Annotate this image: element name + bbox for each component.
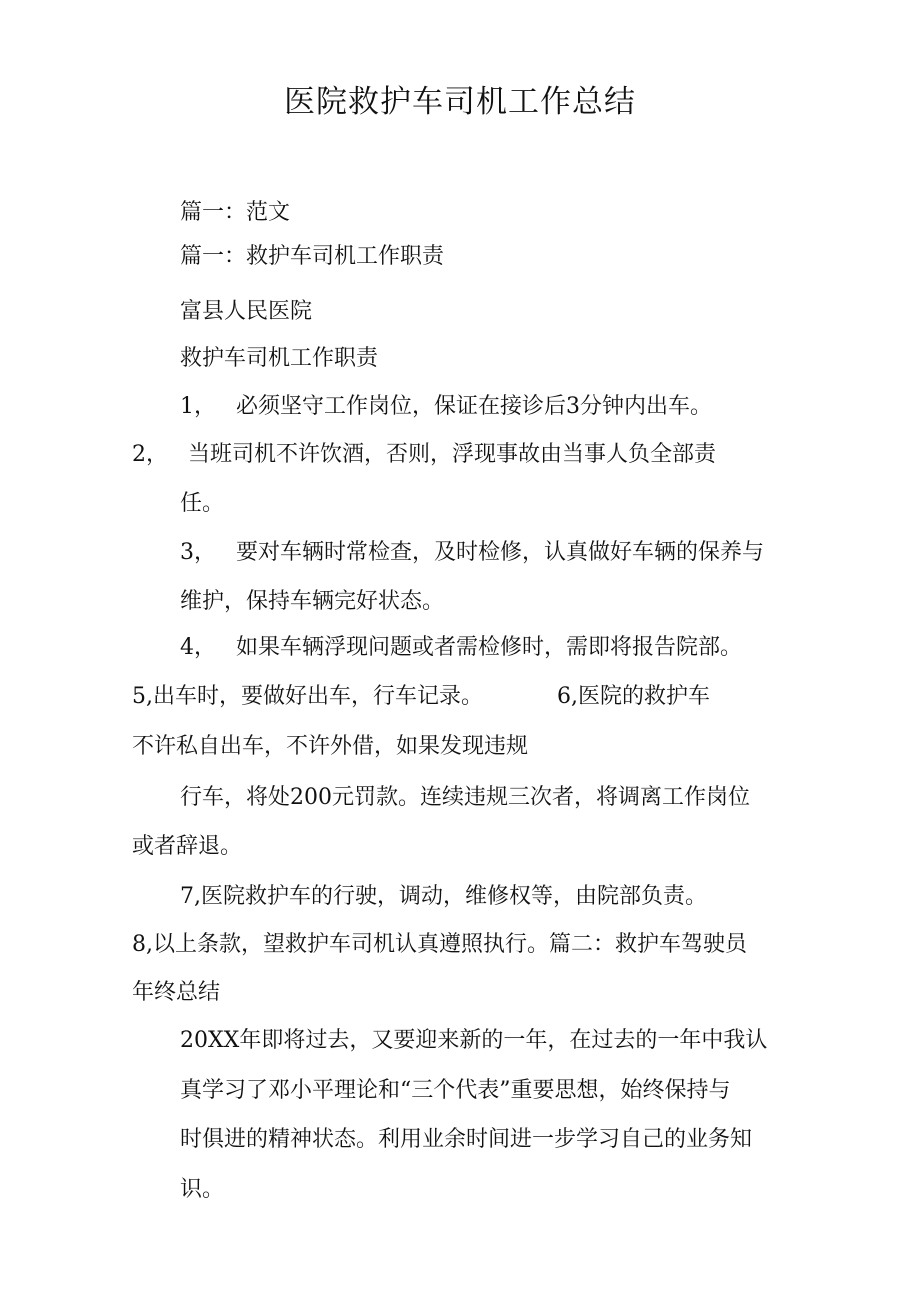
duty-item-4 [180,632,742,664]
text-line: 任。 [180,491,225,516]
summary-paragraph: 识。 [180,1177,225,1202]
duty-item-3 [180,537,764,569]
duty-item-2 [132,439,716,471]
item-text: 6,医院的救护车 [557,684,710,709]
duty-item-7: 7,医院救护车的行驶，调动，维修权等，由院部负责。 [180,884,707,909]
summary-paragraph: 真学习了邓小平理论和“三个代表”重要思想，始终保持与 [180,1078,731,1103]
text-line: 维护，保持车辆完好状态。 [180,589,445,614]
item-text: 如果车辆浮现问题或者需检修时，需即将报告院部。 [236,635,743,660]
text-line: 或者辞退。 [132,834,243,859]
duty-item-1 [180,391,712,423]
item-number: 4， [180,635,216,660]
item-number: 3， [180,540,216,565]
duty-item-8: 8,以上条款，望救护车司机认真遵照执行。篇二：救护车驾驶员 [132,932,747,957]
item-text: 必须坚守工作岗位，保证在接诊后3分钟内出车。 [236,394,712,419]
section-heading: 篇一：救护车司机工作职责 [180,244,445,269]
section-heading: 年终总结 [132,980,221,1005]
item-text: 当班司机不许饮酒，否则，浮现事故由当事人负全部责 [188,442,717,467]
page-title: 医院救护车司机工作总结 [284,84,636,120]
item-number: 2， [132,442,168,467]
item-text: 5,出车时，要做好出车，行车记录。 [132,684,483,709]
text-line: 行车，将处200元罚款。连续违规三次者，将调离工作岗位 [180,785,750,810]
item-text: 要对车辆时常检查，及时检修，认真做好车辆的保养与 [236,540,765,565]
hospital-name: 富县人民医院 [180,299,313,324]
summary-paragraph: 20XX年即将过去，又要迎来新的一年，在过去的一年中我认 [180,1028,768,1053]
section-heading: 篇一：范文 [180,200,291,225]
duty-item-5 [132,681,710,713]
summary-paragraph: 时俱进的精神状态。利用业余时间进一步学习自己的业务知 [180,1127,753,1152]
text-line: 不许私自出车，不许外借，如果发现违规 [132,734,529,759]
item-number: 1， [180,394,216,419]
duty-heading: 救护车司机工作职责 [180,346,379,371]
